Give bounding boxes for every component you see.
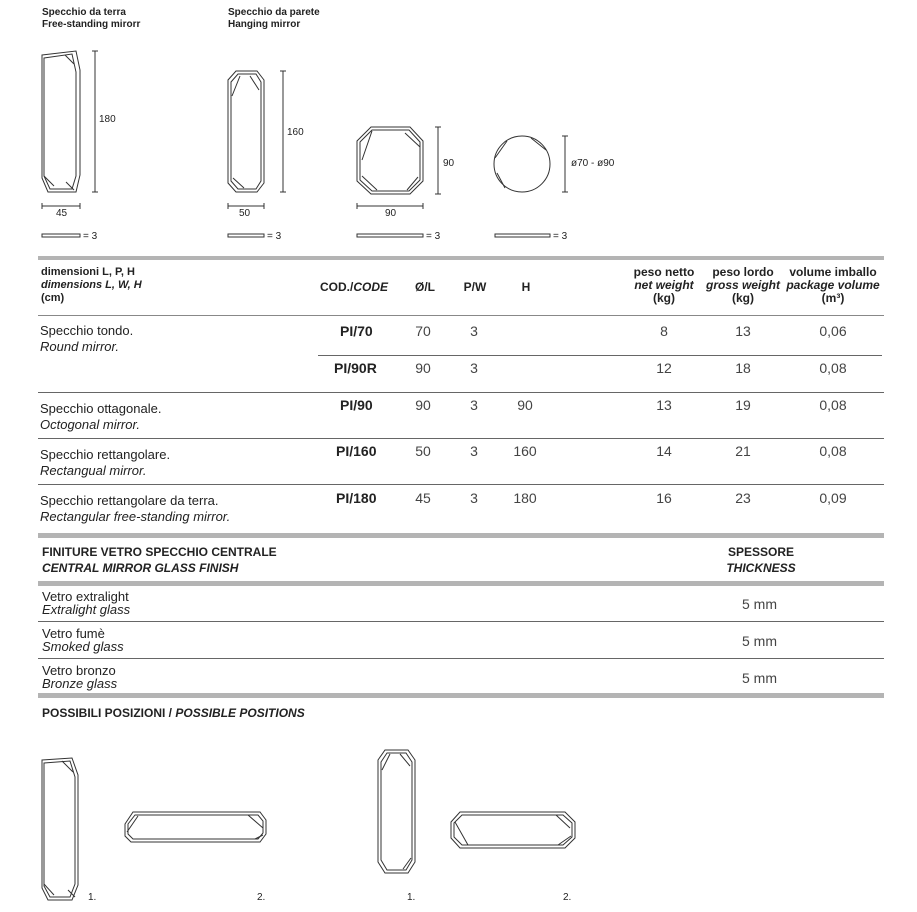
hanging-label-en: Hanging mirror: [228, 19, 301, 30]
volume-header-it: volume imballo: [789, 265, 877, 279]
position-label-1b: 1.: [407, 892, 416, 903]
dim-90-vertical: 90: [443, 158, 455, 169]
dim-90-horizontal: 90: [385, 208, 397, 219]
row2-net: 12: [656, 360, 672, 376]
row3-net: 13: [656, 397, 672, 413]
row5-w: 3: [470, 490, 478, 506]
thickness-4: = 3: [553, 231, 568, 242]
dim-50: 50: [239, 208, 251, 219]
row1-desc-it: Specchio tondo.: [40, 323, 134, 338]
thickness-header-it: SPESSORE: [727, 545, 795, 559]
gross-weight-header-en: gross weight: [705, 278, 780, 292]
finish-2-it: Vetro fumè: [42, 626, 105, 641]
positions-title-it: POSSIBILI POSIZIONI /: [42, 706, 176, 720]
row3-desc-en: Octogonal mirror.: [40, 417, 140, 432]
dimensions-header-en: dimensions L, W, H: [41, 279, 142, 291]
dim-45: 45: [56, 208, 68, 219]
gross-weight-header-unit: (kg): [732, 291, 754, 305]
row1-w: 3: [470, 323, 478, 339]
net-weight-header-en: net weight: [634, 278, 694, 292]
row1-gross: 13: [735, 323, 751, 339]
pw-header: P/W: [463, 280, 487, 294]
row3-code: PI/90: [340, 397, 373, 413]
hanging-label-it: Specchio da parete: [228, 7, 320, 18]
code-header-it: COD./: [320, 280, 354, 294]
net-weight-header-unit: (kg): [653, 291, 675, 305]
thickness-2: = 3: [267, 231, 282, 242]
row3-gross: 19: [735, 397, 751, 413]
finish-1-thickness: 5 mm: [742, 596, 777, 612]
finish-3-thickness: 5 mm: [742, 670, 777, 686]
row5-gross: 23: [735, 490, 751, 506]
row2-l: 90: [415, 360, 431, 376]
positions-title-en: POSSIBLE POSITIONS: [175, 706, 305, 720]
h-header: H: [521, 280, 531, 294]
row5-desc-en: Rectangular free-standing mirror.: [40, 509, 231, 524]
finish-3-it: Vetro bronzo: [42, 663, 116, 678]
row4-l: 50: [415, 443, 431, 459]
row5-net: 16: [656, 490, 672, 506]
dim-round: ø70 - ø90: [571, 158, 615, 169]
dimensions-header-unit: (cm): [41, 292, 65, 304]
ol-header: Ø/L: [415, 280, 435, 294]
freestanding-label-it: Specchio da terra: [42, 7, 126, 18]
code-header-en: CODE: [353, 280, 389, 294]
finish-2-en: Smoked glass: [42, 639, 124, 654]
finish-3-en: Bronze glass: [42, 676, 118, 691]
row2-gross: 18: [735, 360, 751, 376]
finish-2-thickness: 5 mm: [742, 633, 777, 649]
finish-1-it: Vetro extralight: [42, 589, 129, 604]
gross-weight-header-it: peso lordo: [712, 265, 774, 279]
row1-l: 70: [415, 323, 431, 339]
position-label-2a: 2.: [257, 892, 266, 903]
row4-desc-it: Specchio rettangolare.: [40, 447, 171, 462]
net-weight-header-it: peso netto: [633, 265, 695, 279]
position-label-2b: 2.: [563, 892, 572, 903]
row3-desc-it: Specchio ottagonale.: [40, 401, 162, 416]
row1-code: PI/70: [340, 323, 373, 339]
volume-header-en: package volume: [786, 278, 880, 292]
row3-h: 90: [517, 397, 533, 413]
row3-w: 3: [470, 397, 478, 413]
row5-desc-it: Specchio rettangolare da terra.: [40, 493, 219, 508]
row2-vol: 0,08: [819, 360, 847, 376]
finish-1-en: Extralight glass: [42, 602, 131, 617]
row4-gross: 21: [735, 443, 751, 459]
thickness-header-en: THICKNESS: [726, 561, 796, 575]
dim-160: 160: [287, 127, 304, 138]
row4-code: PI/160: [336, 443, 377, 459]
row4-w: 3: [470, 443, 478, 459]
row5-code: PI/180: [336, 490, 377, 506]
row4-desc-en: Rectangual mirror.: [40, 463, 147, 478]
freestanding-label-en: Free-standing mirorr: [42, 19, 141, 30]
volume-header-unit: (m³): [821, 291, 845, 305]
dim-180: 180: [99, 114, 116, 125]
row2-code: PI/90R: [334, 360, 377, 376]
thickness-1: = 3: [83, 231, 98, 242]
row2-w: 3: [470, 360, 478, 376]
row4-vol: 0,08: [819, 443, 847, 459]
position-label-1a: 1.: [88, 892, 97, 903]
row4-net: 14: [656, 443, 672, 459]
row1-desc-en: Round mirror.: [40, 339, 119, 354]
row3-l: 90: [415, 397, 431, 413]
row5-l: 45: [415, 490, 431, 506]
thickness-3: = 3: [426, 231, 441, 242]
finish-title-it: FINITURE VETRO SPECCHIO CENTRALE: [42, 545, 277, 559]
row1-vol: 0,06: [819, 323, 847, 339]
row1-net: 8: [660, 323, 668, 339]
dimensions-header-it: dimensioni L, P, H: [41, 266, 135, 278]
row5-vol: 0,09: [819, 490, 847, 506]
row5-h: 180: [513, 490, 537, 506]
finish-title-en: CENTRAL MIRROR GLASS FINISH: [42, 561, 239, 575]
row3-vol: 0,08: [819, 397, 847, 413]
row4-h: 160: [513, 443, 537, 459]
